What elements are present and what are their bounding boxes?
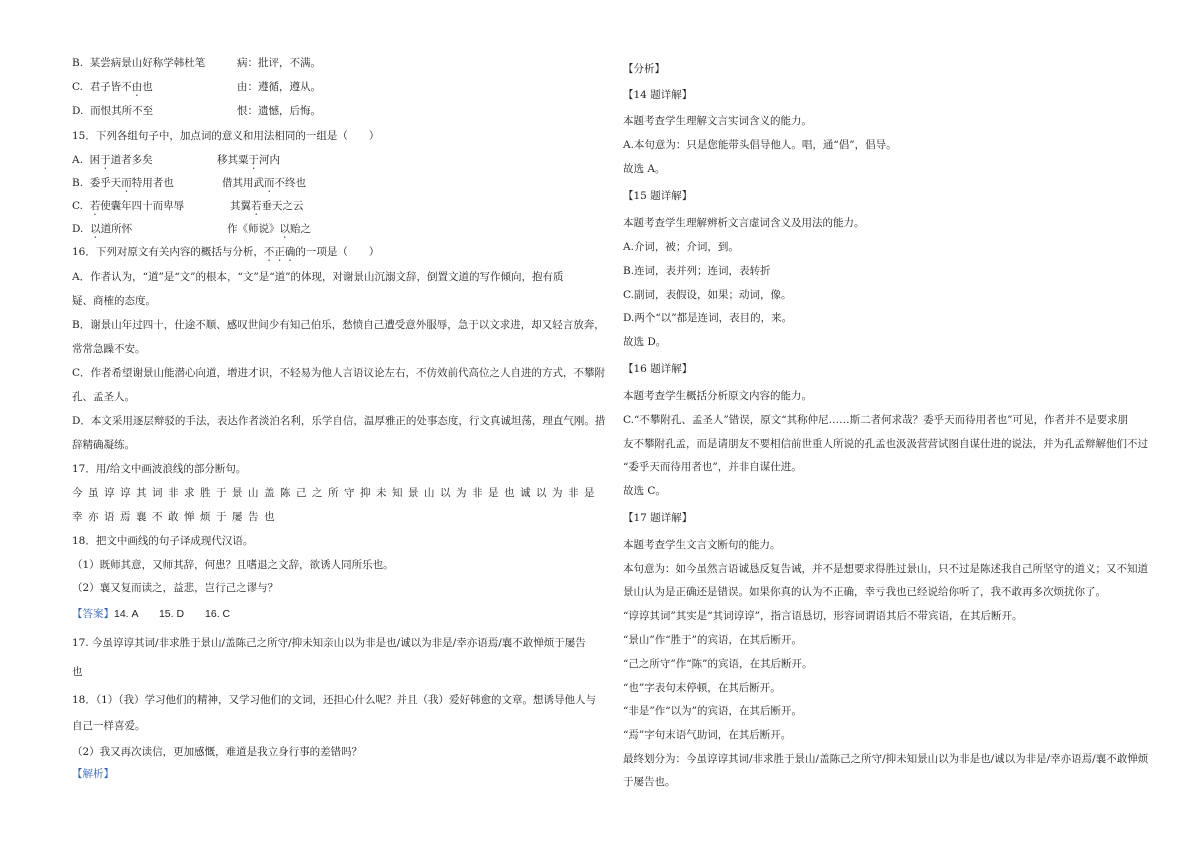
option-text: 委乎天 [89, 177, 122, 189]
question-16-option-c-line1: C．作者希望谢景山能潜心向道，增进才识，不轻易为他人言语议论左右，不仿效前代高位之人自进的方式，不攀附 [72, 367, 606, 379]
q16-detail-answer: 故选 C。 [623, 485, 666, 497]
dotted-word: 不正确 [263, 246, 296, 258]
question-15-option-b [72, 176, 306, 195]
q17-detail-note-2: “景山”作“胜于”的宾语，在其后断开。 [623, 634, 802, 646]
q15-detail-d: D.两个“以”都是连词，表目的，来。 [623, 312, 793, 324]
option-label: B. [72, 57, 84, 69]
q17-detail-note-1: “谆谆其词”其实是“其词谆谆”，指言语恳切，形容词谓语其后不带宾语，在其后断开。 [623, 610, 1023, 622]
q15-detail-answer: 故选 D。 [623, 336, 667, 348]
question-16-option-d-line1: D．本文采用逐层辩驳的手法，表达作者淡泊名利，乐学自信，温厚雅正的处事态度，行文真诚坦荡，理直气刚。措 [72, 415, 606, 427]
q17-detail-note-6: “焉”字句末语气助词，在其后断开。 [623, 729, 792, 741]
q16-detail-intro: 本题考查学生概括分析原文内容的能力。 [623, 390, 812, 402]
analysis-heading: 【分析】 [623, 63, 665, 75]
option-text: 不终也 [274, 177, 306, 189]
q15-detail-intro: 本题考查学生理解辨析文言虚词含义及用法的能力。 [623, 217, 865, 229]
answer-tag: 【答案】 [72, 608, 114, 620]
q17-detail-meaning-line2: 景山认为是正确还是错误。如果你真的认为不正确，幸亏我也已经说给你听了，我不敢再多次烦扰你了。 [623, 586, 1106, 598]
dotted-word: 由 [131, 81, 143, 93]
option-text: 道所怀 [100, 223, 133, 235]
option-text: 贻之 [290, 223, 311, 235]
q16-detail-c-line1: C.“不攀附孔、孟圣人”错误，原文“其称仲尼……斯二者何求哉？委乎天而待用者也”可见，作者并不是要求朋 [623, 414, 1128, 426]
q17-detail-final-line1: 最终划分为：今虽谆谆其词/非求胜于景山/盖陈己之所守/抑未知景山以为非是也/诚以为非是/幸亦语焉/襄不敢惮烦 [623, 753, 1149, 765]
option-label: B. [72, 177, 84, 189]
dotted-word: 于 [100, 154, 111, 166]
question-15-option-c [72, 199, 304, 218]
q16-detail-c-line2: 友不攀附孔孟，而是请朋友不要相信前世重人所说的孔孟也汲汲营营试图自谋仕进的说法，并为孔孟辩解他们不过 [623, 438, 1148, 450]
option-label: D. [72, 105, 84, 117]
dotted-word: 而 [264, 177, 275, 189]
question-16-option-b-line1: B．谢景山年过四十，仕途不顺、感叹世间少有知己伯乐，愁愤自己遭受意外服辱，急于以文求进，却又轻言放奔， [72, 319, 605, 331]
question-17-passage-line2: 幸亦语焉襄不敢惮烦于屡告也 [72, 511, 280, 523]
option-text: 河内 [259, 154, 280, 166]
question-15-option-d [72, 222, 311, 241]
option-d [72, 104, 321, 118]
option-text: 借其用武 [222, 177, 264, 189]
q15-detail-a: A.介词，被；介词，到。 [623, 241, 739, 253]
dotted-word: 以 [279, 223, 290, 235]
question-17-stem: 17．用/给文中画波浪线的部分断句。 [72, 463, 247, 475]
question-15-option-a [72, 153, 280, 172]
question-18-stem: 18．把文中画线的句子译成现代汉语。 [72, 535, 254, 547]
dotted-word: 以 [90, 223, 101, 235]
q15-detail-heading: 【15 题详解】 [623, 190, 693, 202]
answer-row [72, 607, 230, 621]
q17-detail-note-4: “也”字表句末停顿，在其后断开。 [623, 682, 781, 694]
option-gloss: 恨：遗憾，后悔。 [237, 105, 321, 117]
q16-detail-heading: 【16 题详解】 [623, 363, 693, 375]
question-16-option-d-line2: 辞精确凝练。 [72, 439, 135, 451]
option-label: D. [72, 223, 84, 235]
answer-17-line1: 17. 今虽谆谆其词/非求胜于景山/盖陈己之所守/抑未知亲山以为非是也/诚以为非是/幸亦语焉/襄不敢惮烦于屡告 [72, 637, 586, 649]
answer-18-1-line2: 自己一样喜爱。 [72, 720, 146, 732]
q14-detail-a: A.本句意为：只是您能带头倡导他人。唱，通“倡”，倡导。 [623, 139, 897, 151]
q17-detail-note-5: “非是”作“以为”的宾语，在其后断开。 [623, 705, 802, 717]
option-text: 作《师说》 [227, 223, 280, 235]
question-17-passage-line1: 今虽谆谆其词非求胜于景山盖陈己之所守抑未知景山以为非是也诚以为非是 [72, 487, 600, 499]
question-16-stem [72, 245, 379, 264]
option-gloss: 病：批评，不满。 [237, 57, 321, 69]
option-gloss: 由：遵循，遵从。 [237, 81, 321, 93]
q17-detail-intro: 本题考查学生文言文断句的能力。 [623, 539, 781, 551]
option-text: 某尝病景山好称学韩杜笔 [89, 57, 206, 69]
option-c [72, 80, 321, 99]
question-16-option-a-line1: A．作者认为，“道”是“文”的根本，“文”是“道”的体现，对谢景山沉溺文辞，倒置文道的写作倾向，抱有质 [72, 271, 564, 283]
q15-detail-b: B.连词，表并列；连词，表转折 [623, 265, 771, 277]
stem-text: 16．下列对原文有关内容的概括与分析， [72, 246, 264, 258]
option-label: A. [72, 154, 83, 166]
question-16-option-c-line2: 孔、孟圣人。 [72, 391, 135, 403]
answer-18-1-line1: 18．（1）（我）学习他们的精神，又学习他们的文词，还担心什么呢？并且（我）爱好韩愈的文章。想诱导他人与 [72, 694, 597, 706]
q14-detail-answer: 故选 A。 [623, 163, 666, 175]
dotted-word: 若 [89, 200, 101, 212]
q16-detail-c-line3: “委乎天而待用者也”，并非自谋仕进。 [623, 461, 802, 473]
option-text: 道者多矣 [110, 154, 153, 166]
option-label: C. [72, 81, 83, 93]
option-text: 而恨其所不至 [90, 105, 154, 117]
option-text: 其翼 [230, 200, 251, 212]
option-text: 特用者也 [131, 177, 174, 189]
option-text: 困 [89, 154, 101, 166]
q14-detail-intro: 本题考查学生理解文言实词含义的能力。 [623, 115, 812, 127]
option-b [72, 56, 321, 70]
q15-detail-c: C.副词，表假设，如果；动词，像。 [623, 289, 792, 301]
q14-detail-heading: 【14 题详解】 [623, 89, 693, 101]
option-text: 移其粟 [217, 154, 249, 166]
question-15-stem: 15．下列各组句子中，加点词的意义和用法相同的一组是（ ） [72, 130, 380, 142]
option-text: 垂天之云 [261, 200, 304, 212]
question-16-option-b-line2: 常常急躁不安。 [72, 343, 146, 355]
q17-detail-meaning-line1: 本句意为：如今虽然言语诚恳反复告诫，并不是想要求得胜过景山，只不过是陈述我自己所坚守的道义；又不知道 [623, 563, 1148, 575]
option-label: C. [72, 200, 83, 212]
dotted-word: 若 [251, 200, 262, 212]
analysis-tag: 【解析】 [72, 768, 114, 780]
answer-18-2: （2）我又再次读信，更加感慨，难道是我立身行事的差错吗？ [72, 746, 363, 758]
q17-detail-heading: 【17 题详解】 [623, 512, 693, 524]
question-18-item-1: （1）既师其意，又师其辞，何患？且嗜退之文辞，欲诱人同所乐也。 [72, 559, 394, 571]
question-16-option-a-line2: 疑、商榷的态度。 [72, 295, 156, 307]
q17-detail-final-line2: 于屡告也。 [623, 776, 676, 788]
dotted-word: 于 [248, 154, 259, 166]
answer-list: 14. A 15. D 16. C [114, 608, 231, 620]
question-18-item-2: （2）襄又复而读之，益悲，岂行己之谬与？ [72, 582, 279, 594]
stem-text: 的一项是（ ） [295, 246, 380, 258]
option-text: 也 [142, 81, 153, 93]
option-text: 君子皆不 [89, 81, 132, 93]
dotted-word: 而 [121, 177, 132, 189]
answer-17-line2: 也 [72, 666, 83, 678]
q17-detail-note-3: “己之所守”作“陈”的宾语，在其后断开。 [623, 658, 813, 670]
option-text: 使囊年四十而卑辱 [100, 200, 185, 212]
